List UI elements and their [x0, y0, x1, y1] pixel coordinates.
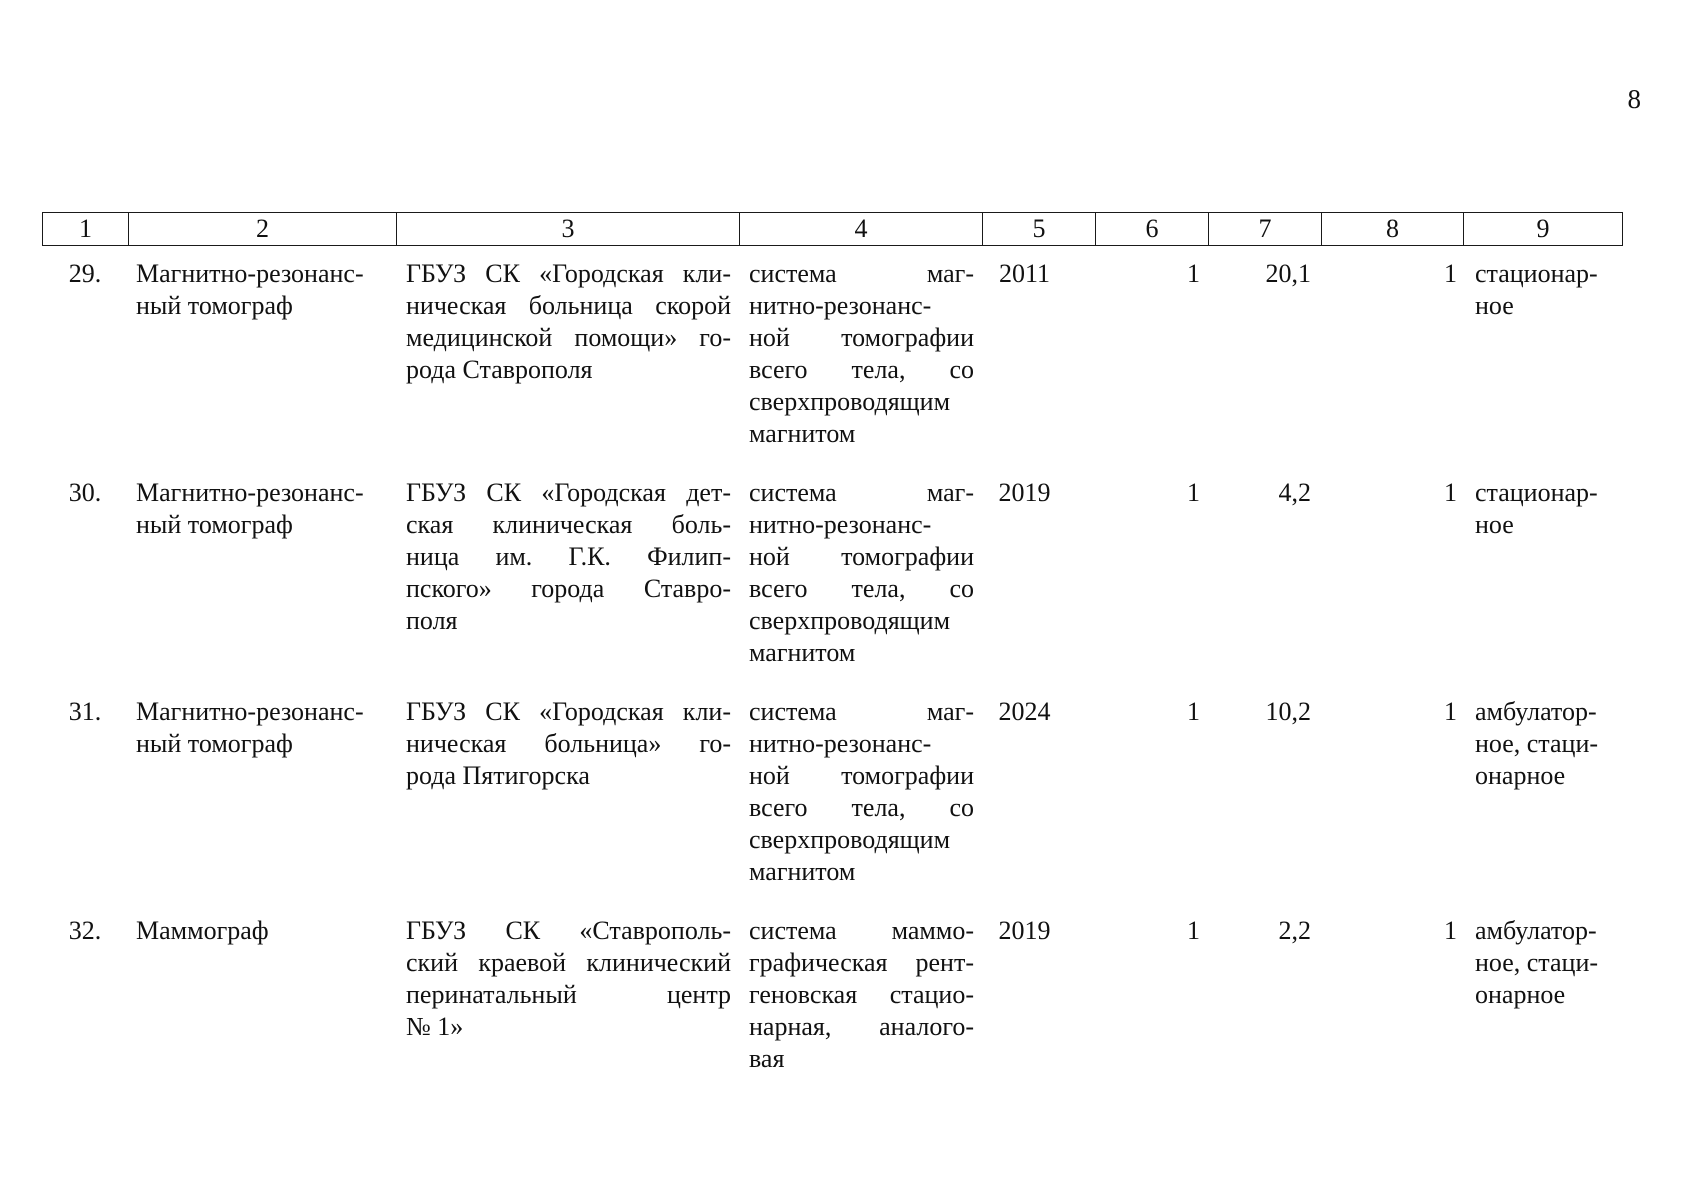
header-col-9: 9	[1464, 213, 1623, 246]
table-row	[42, 477, 1622, 669]
care-type-line: ное	[1475, 291, 1514, 320]
system-description-line: система маг-	[749, 478, 974, 507]
organization-line: поля	[406, 606, 458, 635]
care-type-line: стационар-	[1475, 259, 1598, 288]
equipment-name-line: ный томограф	[136, 510, 293, 539]
equipment-name-line: Магнитно-резонанс-	[136, 697, 364, 726]
column-7-value: 10,2	[1265, 697, 1311, 726]
equipment-name-line: Магнитно-резонанс-	[136, 478, 364, 507]
system-description-line: нитно-резонанс-	[749, 510, 932, 539]
equipment-name-line: Маммограф	[136, 916, 269, 945]
equipment-name-line: ный томограф	[136, 729, 293, 758]
column-8-value: 1	[1444, 478, 1457, 507]
system-description-line: всего тела, со	[749, 355, 974, 384]
organization-line: ническая больница» го-	[406, 729, 731, 758]
header-col-1: 1	[43, 213, 129, 246]
system-description-line: ной томографии	[749, 542, 974, 571]
system-description-line: сверхпроводящим	[749, 606, 951, 635]
equipment-name	[128, 258, 396, 450]
system-description-line: нитно-резонанс-	[749, 291, 932, 320]
column-8-value: 1	[1444, 697, 1457, 726]
column-6-value: 1	[1187, 916, 1200, 945]
equipment-name-line: ный томограф	[136, 291, 293, 320]
equipment-name	[128, 477, 396, 669]
header-col-6: 6	[1096, 213, 1209, 246]
row-number: 30.	[68, 478, 102, 507]
column-6-value: 1	[1187, 697, 1200, 726]
table-row	[42, 258, 1622, 450]
organization-line: № 1»	[406, 1012, 464, 1041]
care-type-line: онарное	[1475, 761, 1566, 790]
system-description-line: сверхпроводящим	[749, 825, 951, 854]
system-description-line: магнитом	[749, 857, 856, 886]
organization-line: пского» города Ставро-	[406, 574, 731, 603]
system-description-line: система маг-	[749, 697, 974, 726]
row-number: 29.	[68, 259, 102, 288]
header-col-8: 8	[1322, 213, 1464, 246]
system-description	[739, 258, 982, 450]
row-number: 31.	[68, 697, 102, 726]
organization-line: медицинской помощи» го-	[406, 323, 731, 352]
system-description-line: магнитом	[749, 638, 856, 667]
column-number-header	[42, 212, 1623, 246]
equipment-name-line: Магнитно-резонанс-	[136, 259, 364, 288]
year: 2019	[998, 916, 1051, 945]
care-type	[1463, 696, 1622, 888]
column-7-value: 2,2	[1278, 916, 1311, 945]
page-number: 8	[1627, 84, 1641, 114]
system-description-line: нарная, аналого-	[749, 1012, 974, 1041]
organization-line: ница им. Г.К. Филип-	[406, 542, 731, 571]
system-description-line: система маммо-	[749, 916, 974, 945]
organization-line: ский краевой клинический	[406, 948, 731, 977]
organization-line: ГБУЗ СК «Городская кли-	[406, 697, 731, 726]
year: 2024	[998, 697, 1051, 726]
care-type	[1463, 915, 1622, 1075]
equipment-name	[128, 915, 396, 1075]
table-row	[42, 696, 1622, 888]
system-description-line: нитно-резонанс-	[749, 729, 932, 758]
care-type-line: ное, стаци-	[1475, 729, 1599, 758]
header-col-2: 2	[129, 213, 397, 246]
care-type-line: стационар-	[1475, 478, 1598, 507]
system-description-line: система маг-	[749, 259, 974, 288]
system-description	[739, 696, 982, 888]
organization-line: ГБУЗ СК «Ставрополь-	[406, 916, 731, 945]
system-description-line: ной томографии	[749, 761, 974, 790]
column-7-value: 20,1	[1265, 259, 1311, 288]
organization-line: ГБУЗ СК «Городская дет-	[406, 478, 731, 507]
year: 2011	[998, 259, 1051, 288]
header-col-4: 4	[740, 213, 983, 246]
care-type-line: ное	[1475, 510, 1514, 539]
organization	[396, 696, 739, 888]
equipment-table-body	[42, 258, 1622, 1075]
care-type	[1463, 477, 1622, 669]
system-description	[739, 477, 982, 669]
column-6-value: 1	[1187, 259, 1200, 288]
organization-line: рода Ставрополя	[406, 355, 593, 384]
organization	[396, 915, 739, 1075]
organization-line: ская клиническая боль-	[406, 510, 731, 539]
organization	[396, 477, 739, 669]
system-description-line: геновская стацио-	[749, 980, 974, 1009]
system-description-line: магнитом	[749, 419, 856, 448]
care-type-line: онарное	[1475, 980, 1566, 1009]
column-8-value: 1	[1444, 916, 1457, 945]
column-6-value: 1	[1187, 478, 1200, 507]
organization	[396, 258, 739, 450]
system-description	[739, 915, 982, 1075]
system-description-line: вая	[749, 1044, 785, 1073]
header-col-7: 7	[1209, 213, 1322, 246]
system-description-line: сверхпроводящим	[749, 387, 951, 416]
care-type-line: амбулатор-	[1475, 697, 1597, 726]
header-col-5: 5	[983, 213, 1096, 246]
system-description-line: ной томографии	[749, 323, 974, 352]
organization-line: рода Пятигорска	[406, 761, 590, 790]
system-description-line: всего тела, со	[749, 793, 974, 822]
care-type-line: амбулатор-	[1475, 916, 1597, 945]
care-type	[1463, 258, 1622, 450]
organization-line: ГБУЗ СК «Городская кли-	[406, 259, 731, 288]
equipment-name	[128, 696, 396, 888]
organization-line: ническая больница скорой	[406, 291, 731, 320]
system-description-line: графическая рент-	[749, 948, 974, 977]
table-row	[42, 915, 1622, 1075]
header-col-3: 3	[397, 213, 740, 246]
year: 2019	[998, 478, 1051, 507]
organization-line: перинатальный центр	[406, 980, 731, 1009]
column-7-value: 4,2	[1278, 478, 1311, 507]
care-type-line: ное, стаци-	[1475, 948, 1599, 977]
row-number: 32.	[68, 916, 102, 945]
column-8-value: 1	[1444, 259, 1457, 288]
system-description-line: всего тела, со	[749, 574, 974, 603]
